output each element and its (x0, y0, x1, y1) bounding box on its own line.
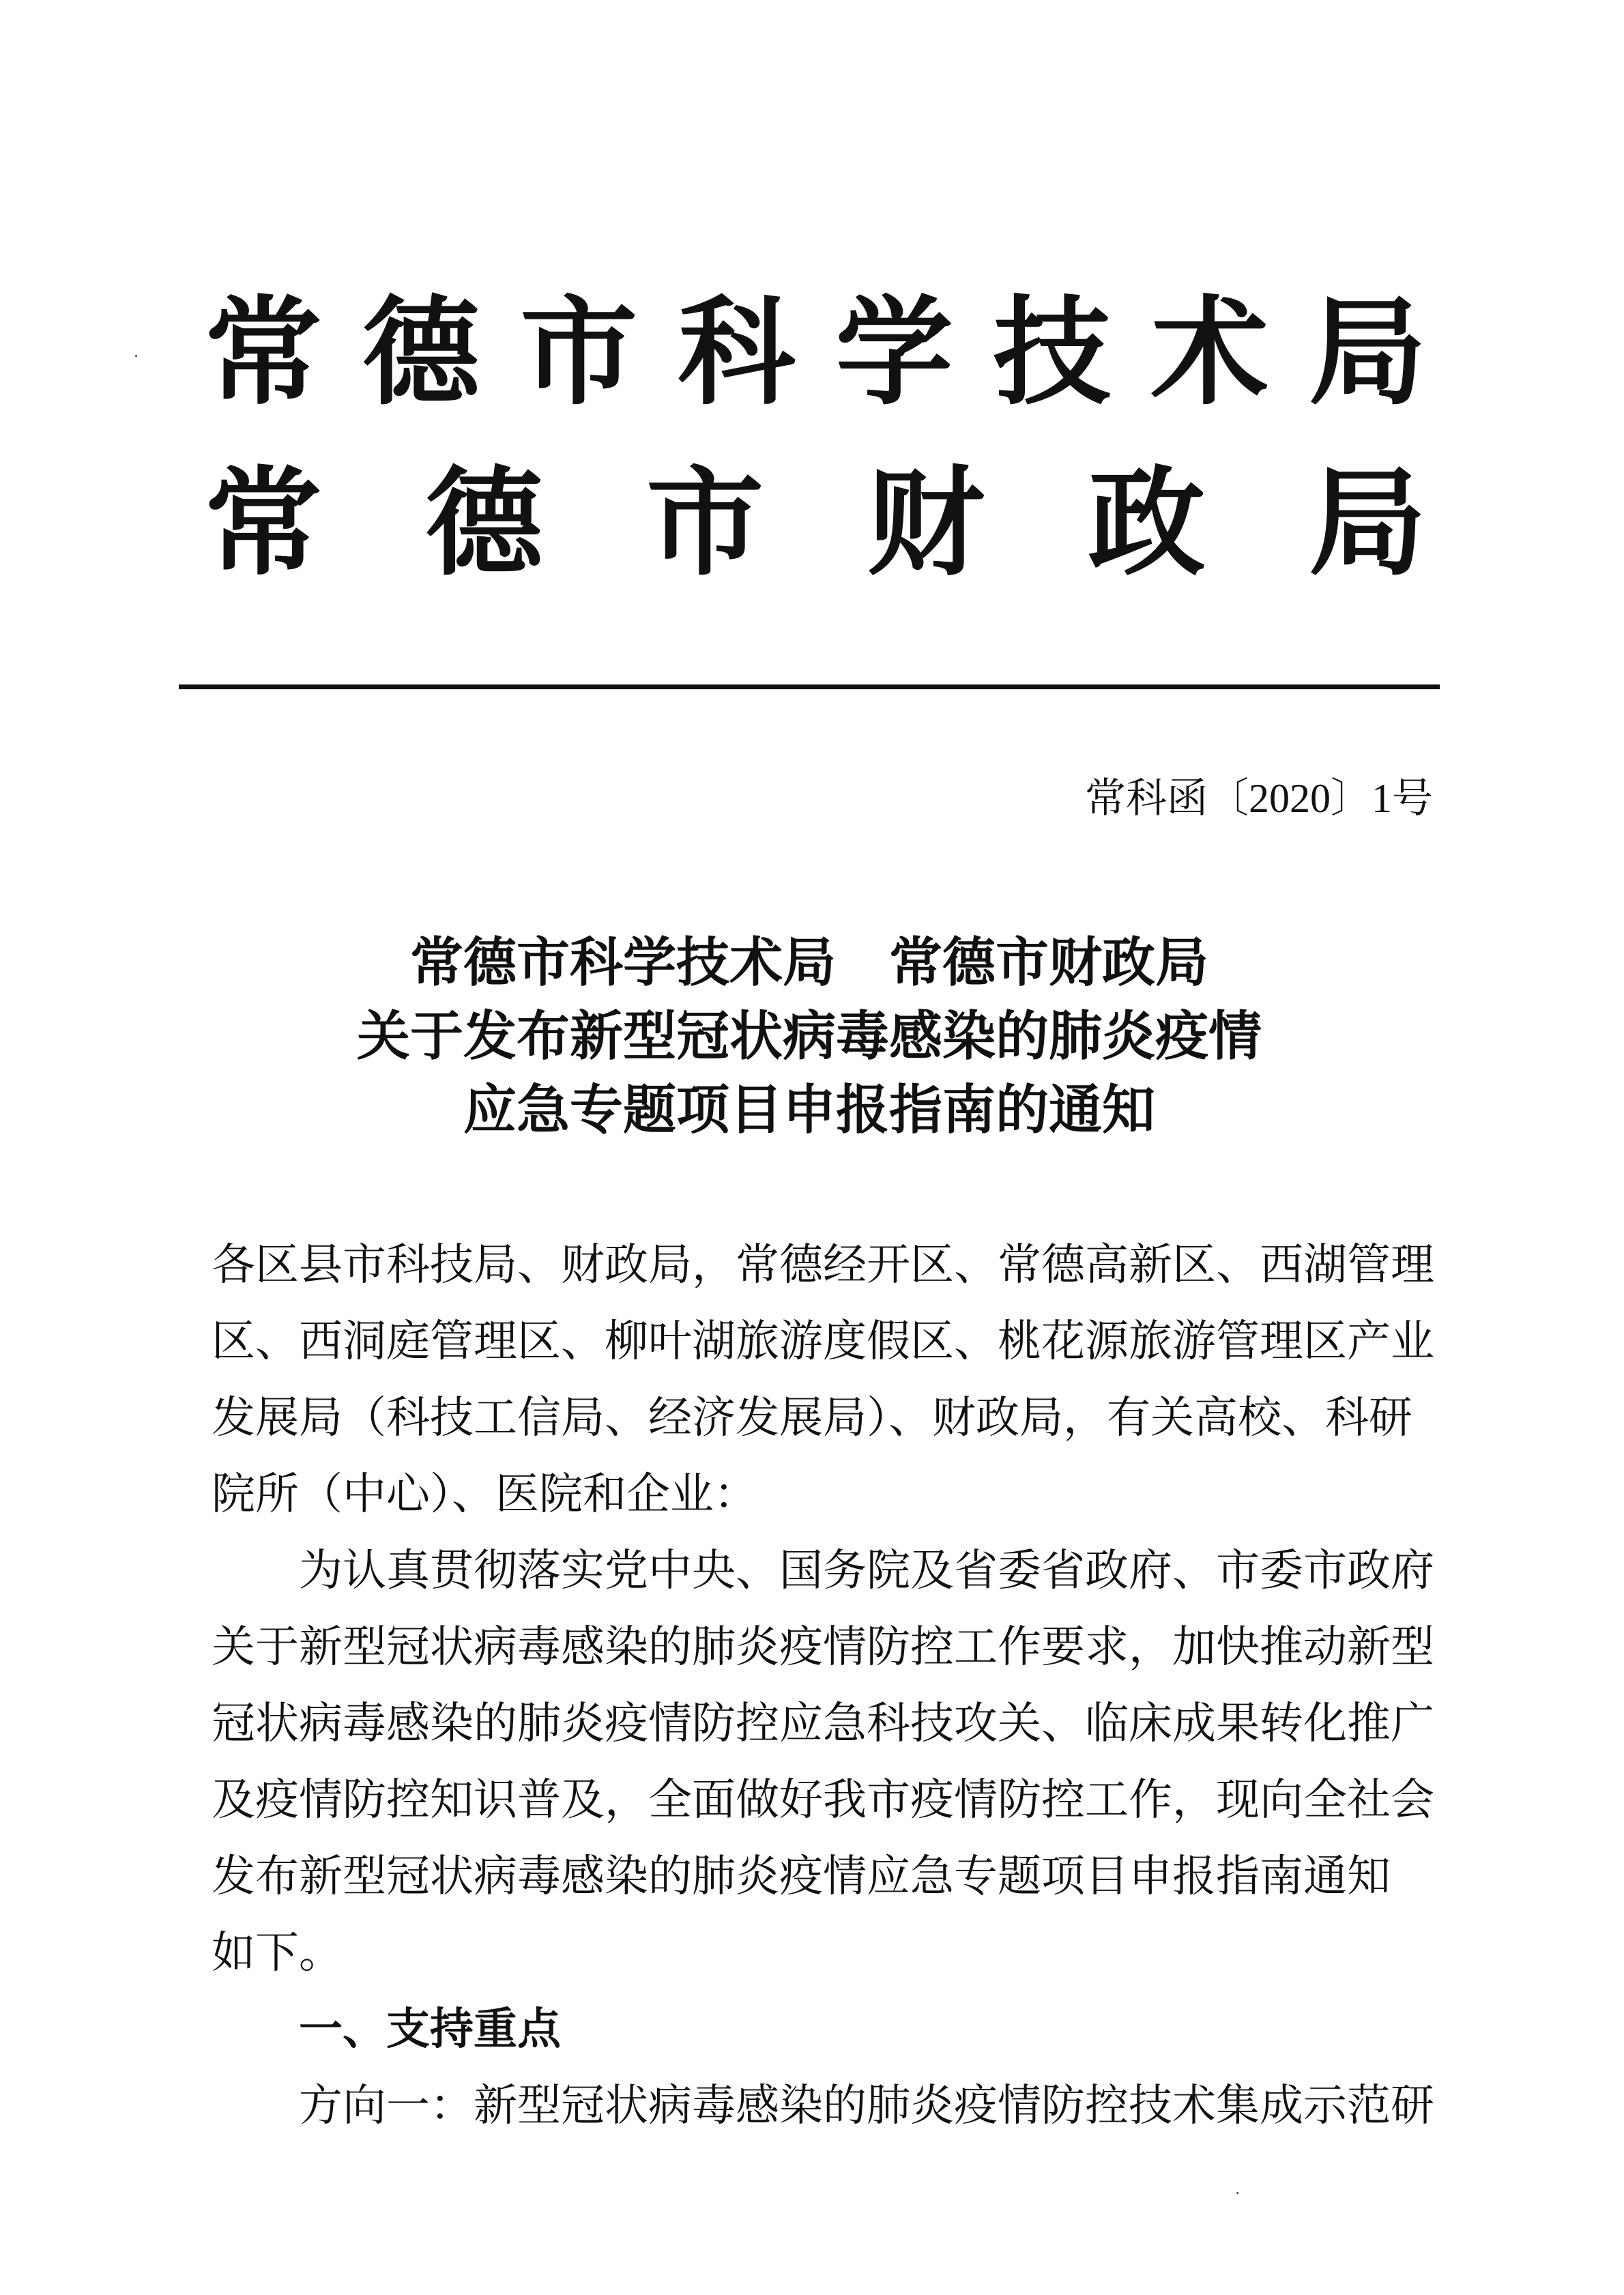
masthead-char: 科 (678, 283, 796, 421)
masthead-char: 德 (425, 453, 543, 592)
masthead-char: 财 (867, 453, 985, 592)
scan-speck (135, 355, 137, 357)
addressee-line: 区、西洞庭管理区、柳叶湖旅游度假区、桃花源旅游管理区产业 (212, 1317, 1434, 1366)
masthead-issuer-science-bureau (205, 283, 1426, 421)
intro-paragraph-line: 关于新型冠状病毒感染的肺炎疫情防控工作要求，加快推动新型 (212, 1623, 1434, 1671)
masthead-divider-rule (179, 684, 1440, 689)
masthead-char: 常 (205, 453, 322, 592)
addressee-line: 发展局（科技工信局、经济发展局）、财政局，有关高校、科研 (212, 1394, 1412, 1442)
masthead-char: 技 (993, 283, 1111, 421)
intro-paragraph-line: 冠状病毒感染的肺炎疫情防控应急科技攻关、临床成果转化推广 (212, 1699, 1434, 1748)
document-title-line-3: 应急专题项目申报指南的通知 (463, 1080, 1155, 1141)
document-title-line-2: 关于发布新型冠状病毒感染的肺炎疫情 (356, 1006, 1262, 1067)
masthead-char: 常 (205, 283, 322, 421)
intro-paragraph-line: 如下。 (212, 1929, 343, 1977)
masthead-char: 德 (362, 283, 480, 421)
addressee-line: 各区县市科技局、财政局，常德经开区、常德高新区、西湖管理 (212, 1241, 1434, 1289)
document-title-line-1: 常德市科学技术局 常德市财政局 (409, 932, 1208, 994)
addressee-line: 院所（中心）、医院和企业： (212, 1470, 757, 1518)
direction-one-line: 方向一：新型冠状病毒感染的肺炎疫情防控技术集成示范研 (299, 2081, 1434, 2130)
section-heading-support-focus: 一、支持重点 (299, 2004, 561, 2055)
masthead-char: 局 (1308, 283, 1426, 421)
masthead-char: 市 (520, 283, 638, 421)
masthead-issuer-finance-bureau (205, 453, 1426, 592)
intro-paragraph-line: 发布新型冠状病毒感染的肺炎疫情应急专题项目申报指南通知 (212, 1852, 1391, 1901)
masthead-char: 学 (835, 283, 953, 421)
intro-paragraph-line: 为认真贯彻落实党中央、国务院及省委省政府、市委市政府 (299, 1546, 1434, 1595)
scan-speck (1236, 2192, 1238, 2194)
document-number: 常科函〔2020〕1号 (1085, 776, 1433, 821)
masthead-char: 政 (1088, 453, 1206, 592)
intro-paragraph-line: 及疫情防控知识普及，全面做好我市疫情防控工作，现向全社会 (212, 1776, 1434, 1824)
masthead-char: 市 (646, 453, 764, 592)
masthead-char: 局 (1308, 453, 1426, 592)
masthead-char: 术 (1150, 283, 1268, 421)
